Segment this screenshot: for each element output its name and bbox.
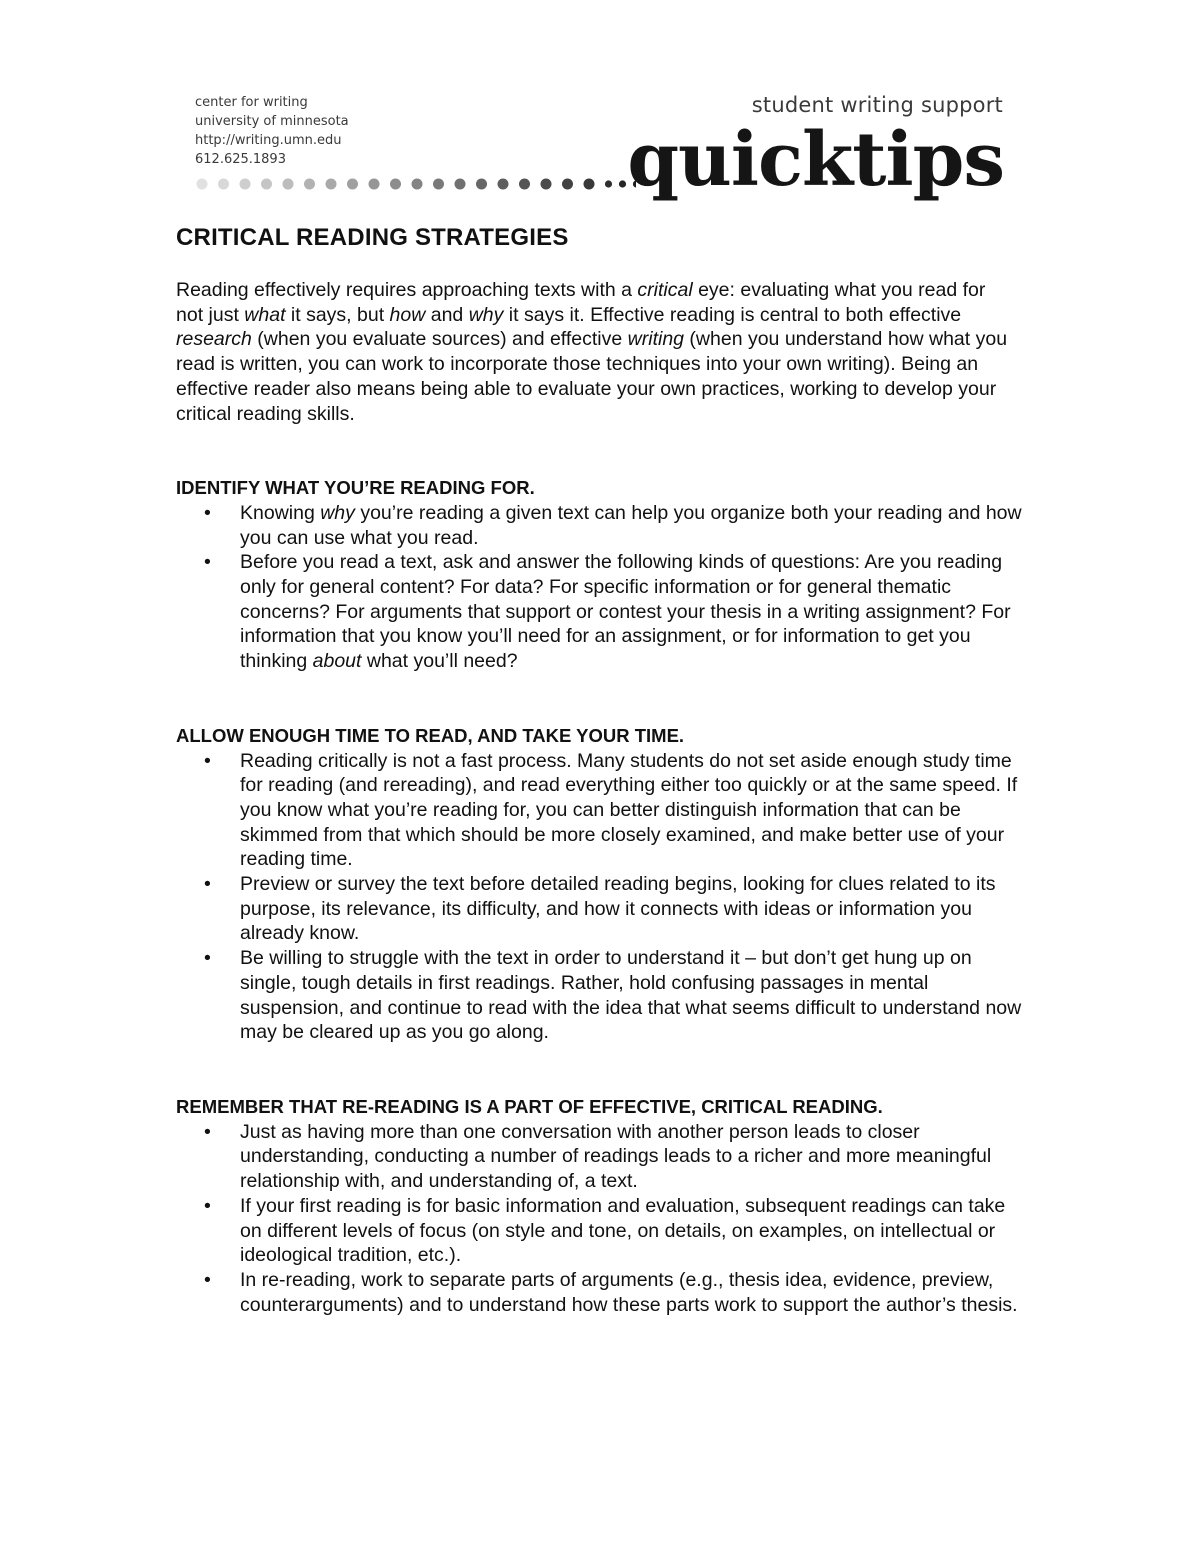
decorative-dot (605, 180, 612, 187)
bullet-marker: • (204, 1268, 211, 1291)
decorative-dot (261, 179, 272, 190)
intro-emphasis-critical: critical (637, 279, 693, 301)
section-heading: REMEMBER THAT RE-READING IS A PART OF EFFECTIVE, CRITICAL READING. (176, 1095, 883, 1117)
intro-text: (when you evaluate sources) and effective (251, 328, 628, 351)
contact-phone-line: 612.625.1893 (195, 152, 286, 167)
contact-url-line: http://writing.umn.edu (195, 133, 342, 148)
decorative-dot (218, 179, 229, 190)
list-item-text: In re-reading, work to separate parts of arguments (e.g., thesis idea, evidence, preview, counterarguments) and to understand how these parts work to support the author’s thesis. (240, 1268, 1018, 1316)
bullet-marker: • (204, 947, 211, 970)
list-item-text: Before you read a text, ask and answer the following kinds of questions: Are you reading only for general content? For data? For specific information or for general thematic concerns? For arguments that support or contest your thesis in a writing assignment? For information that you know you’ll need for an assignment, or for information to get you thinking (240, 551, 1011, 673)
decorative-dot (498, 179, 509, 190)
document-body (176, 222, 1036, 1317)
bullet-marker: • (204, 1194, 211, 1217)
list-item (176, 1120, 1036, 1194)
document-title: CRITICAL READING STRATEGIES (176, 224, 569, 251)
decorative-dot (390, 179, 401, 190)
brand-wordmark: quicktips (627, 117, 1004, 203)
list-item-text: Preview or survey the text before detailed reading begins, looking for clues related to its purpose, its relevance, its difficulty, and how it connects with ideas or information you already know. (240, 873, 996, 945)
contact-university-line: university of minnesota (195, 114, 349, 129)
list-item (176, 946, 1036, 1045)
contact-org-line: center for writing (195, 95, 308, 110)
section-rereading (176, 1095, 1036, 1317)
decorative-dot (476, 179, 487, 190)
intro-emphasis-research: research (176, 328, 252, 351)
bullet-marker: • (204, 873, 211, 896)
list-item-text: Just as having more than one conversation with another person leads to closer understanding, conducting a number of readings leads to a richer and more meaningful relationship with, and understanding of, a text. (240, 1120, 992, 1193)
bullet-list (176, 749, 1036, 1045)
dot-leader-decoration (196, 176, 636, 192)
intro-paragraph (176, 278, 1036, 426)
decorative-dot (283, 179, 294, 190)
list-item-emphasis: why (320, 501, 355, 524)
intro-text: it says it. Effective reading is central to both effective (503, 303, 962, 326)
decorative-dot (541, 179, 552, 190)
list-item-text: Knowing (240, 501, 321, 524)
intro-emphasis-why: why (468, 303, 504, 326)
bullet-marker: • (204, 749, 211, 772)
page-header (0, 0, 1200, 215)
contact-block (195, 93, 349, 169)
intro-text: Reading effectively requires approaching texts with a (176, 279, 638, 301)
intro-text: and (425, 303, 469, 326)
bullet-list (176, 1120, 1036, 1318)
list-item (176, 1194, 1036, 1268)
intro-emphasis-what: what (244, 303, 286, 326)
bullet-marker: • (204, 501, 211, 524)
list-item (176, 550, 1036, 674)
section-allow-time (176, 724, 1036, 1045)
decorative-dot (584, 179, 595, 190)
list-item (176, 872, 1036, 946)
list-item-text: you’re reading a given text can help you organize both your reading and how you can use what you read. (240, 501, 1022, 549)
section-heading: ALLOW ENOUGH TIME TO READ, AND TAKE YOUR TIME. (176, 724, 685, 746)
intro-text: eye: evaluating what you read for not just (176, 279, 986, 326)
decorative-dot (433, 179, 444, 190)
bullet-list (176, 501, 1036, 674)
decorative-dot (412, 179, 423, 190)
decorative-dot (369, 179, 380, 190)
decorative-dot (619, 180, 626, 187)
decorative-dot (240, 179, 251, 190)
decorative-dot (326, 179, 337, 190)
decorative-dot (562, 179, 573, 190)
decorative-dot (455, 179, 466, 190)
list-item-emphasis: about (312, 650, 362, 673)
bullet-marker: • (204, 1120, 211, 1143)
intro-emphasis-how: how (389, 303, 426, 326)
list-item-text: If your first reading is for basic information and evaluation, subsequent readings can take on different levels of focus (on style and tone, on details, on examples, on intellectual or ideological tradition, etc.). (240, 1194, 1006, 1267)
list-item (176, 1268, 1036, 1317)
bullet-marker: • (204, 551, 211, 574)
list-item-text: Reading critically is not a fast process. Many students do not set aside enough study time for reading (and rereading), and read everything either too quickly or at the same speed. If you know what you’re reading for, you can better distinguish information that can be skimmed from that which should be more closely examined, and make better use of your reading time. (240, 749, 1018, 871)
list-item-text: Be willing to struggle with the text in order to understand it – but don’t get hung up on single, tough details in first readings. Rather, hold confusing passages in mental suspension, and continue to read with the idea that what seems difficult to understand now may be cleared up as you go along. (240, 947, 1022, 1044)
list-item (176, 749, 1036, 873)
decorative-dot (197, 179, 208, 190)
intro-text: (when you understand how what you read is written, you can work to incorporate those techniques into your own writing). Being an effective reader also means being able to evaluate your own practices, working to develop your critical reading skills. (176, 328, 1008, 425)
section-heading: IDENTIFY WHAT YOU’RE READING FOR. (176, 477, 535, 499)
section-identify-purpose (176, 476, 1036, 674)
decorative-dot (347, 179, 358, 190)
list-item-text: what you’ll need? (361, 650, 518, 673)
intro-text: it says, but (285, 303, 390, 326)
dot-leader-graphic (196, 176, 636, 192)
list-item (176, 501, 1036, 550)
decorative-dot (304, 179, 315, 190)
intro-emphasis-writing: writing (627, 328, 685, 351)
decorative-dot (519, 179, 530, 190)
header-tagline: student writing support (751, 93, 1003, 117)
